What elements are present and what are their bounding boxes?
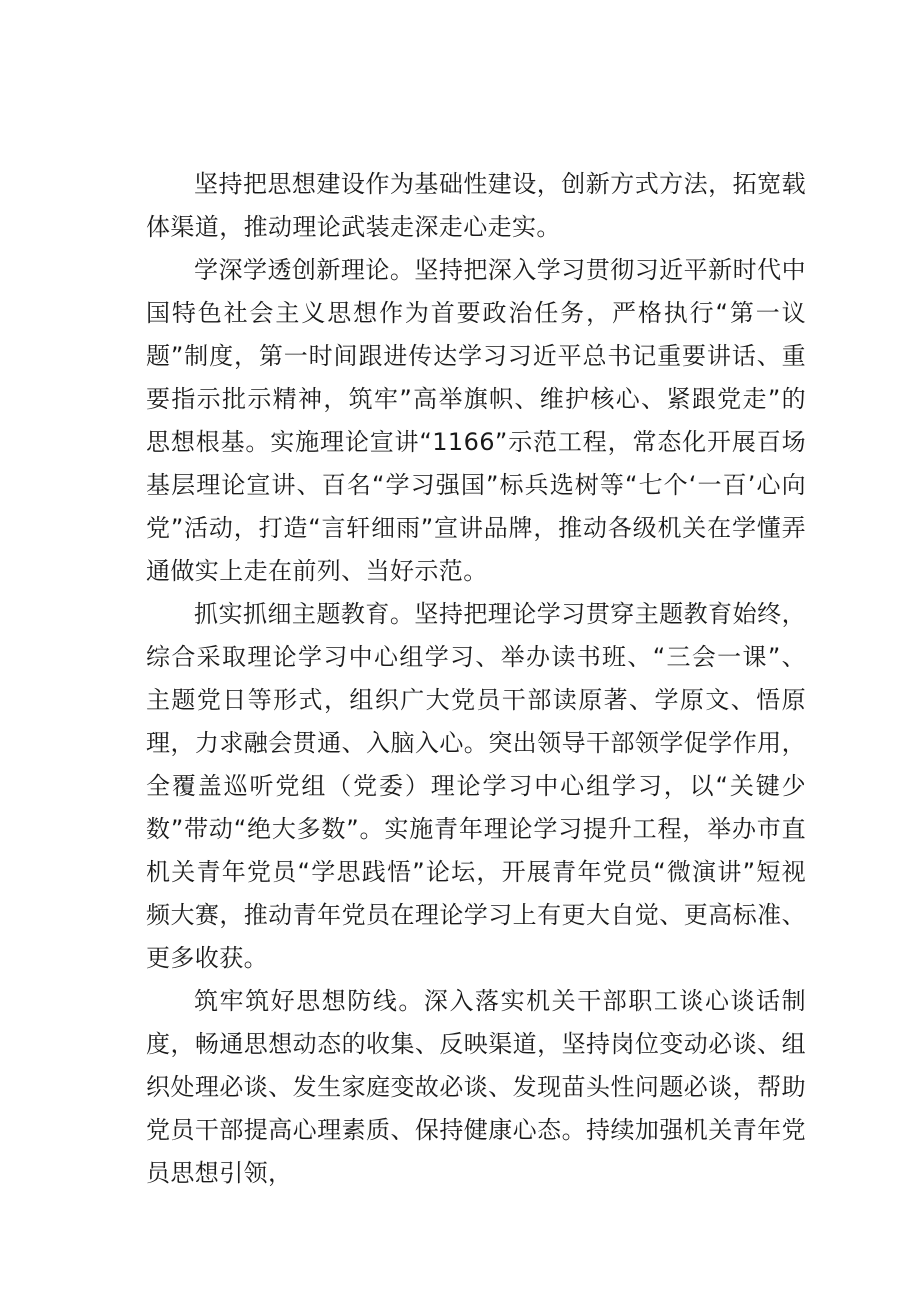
paragraph-innovative-theory: 学深学透创新理论。坚持把深入学习贯彻习近平新时代中国特色社会主义思想作为首要政治任务，严格执行“第一议题”制度，第一时间跟进传达学习习近平总书记重要讲话、重要指示批示精神，筑牢”高举旗帜、维护核心、紧跟党走”的思想根基。实施理论宣讲“1166”示范工程，常态化开展百场基层理论宣讲、百名“学习强国”标兵选树等“七个‘一百’心向党”活动，打造“言轩细雨”宣讲品牌，推动各级机关在学懂弄通做实上走在前列、当好示范。 bbox=[146, 256, 806, 585]
paragraph-intro: 坚持把思想建设作为基础性建设，创新方式方法，拓宽载体渠道，推动理论武装走深走心走实。 bbox=[146, 170, 806, 241]
document-body bbox=[146, 163, 806, 1195]
paragraph-ideological-defense: 筑牢筑好思想防线。深入落实机关干部职工谈心谈话制度，畅通思想动态的收集、反映渠道，坚持岗位变动必谈、组织处理必谈、发生家庭变故必谈、发现苗头性问题必谈，帮助党员干部提高心理素质、保持健康心态。持续加强机关青年党员思想引领， bbox=[146, 987, 806, 1187]
paragraph-theme-education: 抓实抓细主题教育。坚持把理论学习贯穿主题教育始终，综合采取理论学习中心组学习、举办读书班、“三会一课”、主题党日等形式，组织广大党员干部读原著、学原文、悟原理，力求融会贯通、入脑入心。突出领导干部领学促学作用，全覆盖巡听党组（党委）理论学习中心组学习，以“关键少数”带动“绝大多数”。实施青年理论学习提升工程，举办市直机关青年党员“学思践悟”论坛，开展青年党员“微演讲”短视频大赛，推动青年党员在理论学习上有更大自觉、更高标准、更多收获。 bbox=[146, 600, 806, 972]
